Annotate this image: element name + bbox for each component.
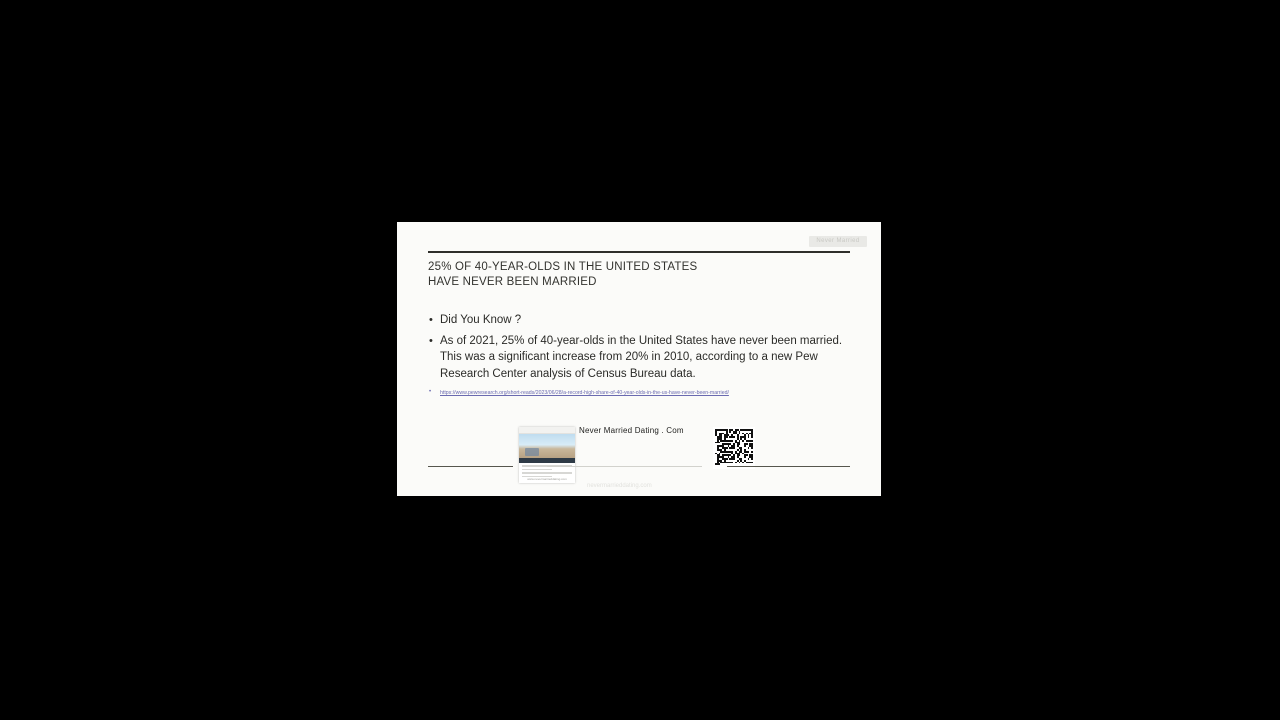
page-title-line-1: 25% OF 40-YEAR-OLDS IN THE UNITED STATES [428, 261, 698, 273]
list-item: • As of 2021, 25% of 40-year-olds in the United States have never been married. This was a significant increase from 20% in 2010, according to a new Pew Research Center analysis of Census Bureau data. [428, 333, 852, 382]
footer-divider-right [727, 466, 850, 467]
source-link[interactable]: https://www.pewresearch.org/short-reads/2023/06/28/a-record-high-share-of-40-year-olds-in-the-us-have-never-been-married/ [440, 389, 729, 396]
title-divider [428, 251, 850, 253]
brand-label: Never Married Dating . Com [579, 426, 684, 435]
qr-code[interactable] [713, 427, 755, 469]
presentation-slide [397, 222, 881, 496]
list-item-source [428, 389, 852, 397]
qr-code-modules [715, 429, 753, 467]
thumbnail-text-line [522, 469, 552, 471]
list-item: • Did You Know ? [428, 312, 852, 328]
bullet-list [428, 312, 852, 400]
page-title [428, 260, 848, 290]
watermark-logo: Never Married [809, 236, 867, 247]
thumbnail-hero-image [519, 434, 575, 458]
page-title-line-2: HAVE NEVER BEEN MARRIED [428, 276, 597, 288]
thumbnail-browser-bar [519, 427, 575, 434]
thumbnail-text-line [522, 472, 572, 474]
footer-divider-middle [547, 466, 702, 467]
thumbnail-caption: www.nevermarrieddating.com [527, 477, 567, 481]
footer-caption: nevermarrieddating.com [587, 483, 652, 489]
website-thumbnail [519, 427, 575, 483]
footer-divider-left [428, 466, 513, 467]
